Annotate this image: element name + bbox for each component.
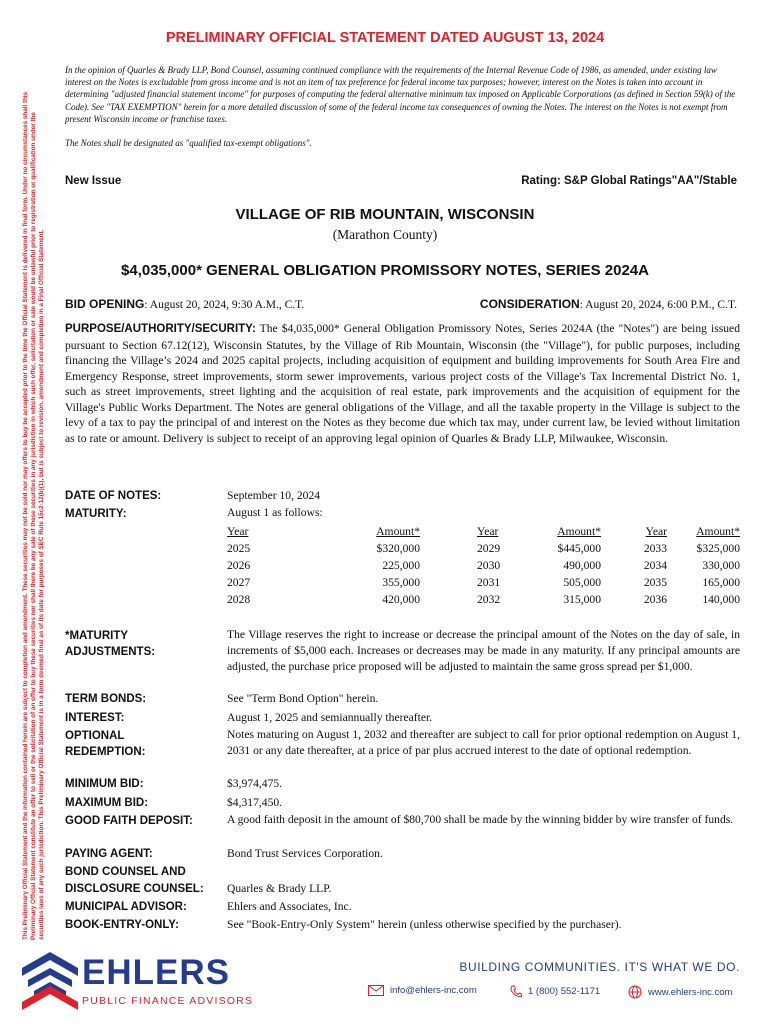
maturity-amount: $445,000 (557, 542, 601, 555)
maturity-amount: 355,000 (382, 576, 420, 589)
maturity-amount: 490,000 (563, 559, 601, 572)
ehlers-subtitle: PUBLIC FINANCE ADVISORS (82, 995, 254, 1007)
maturity-amount: $320,000 (376, 542, 420, 555)
phone-icon (510, 985, 522, 998)
maturity-amount: $325,000 (696, 542, 740, 555)
term-bonds-value: See "Term Bond Option" herein. (227, 692, 379, 705)
maturity-amount: 505,000 (563, 576, 601, 589)
consideration-label: CONSIDERATION (479, 297, 580, 311)
maturity-year: 2033 (643, 542, 667, 555)
maturity-amount: 330,000 (702, 559, 740, 572)
consideration (480, 297, 737, 311)
maturity-year: 2026 (227, 559, 251, 572)
globe-icon (628, 985, 642, 999)
paying-agent-label: PAYING AGENT: (65, 848, 153, 860)
new-issue-label: New Issue (65, 175, 122, 187)
maturity-adjustments-label-line1: *MATURITY (65, 630, 129, 642)
county-name: (Marathon County) (332, 227, 438, 242)
preliminary-banner: PRELIMINARY OFFICIAL STATEMENT DATED AUGUST 13, 2024 (165, 30, 605, 46)
bond-counsel-label-line1: BOND COUNSEL AND (65, 866, 186, 878)
email-contact[interactable] (368, 985, 477, 996)
amount-header: Amount* (696, 525, 740, 538)
maturity-year: 2028 (227, 593, 251, 606)
year-header: Year (645, 525, 667, 538)
consideration-value: : August 20, 2024, 6:00 P.M., C.T. (579, 299, 737, 311)
purpose-text: The $4,035,000* General Obligation Promissory Notes, Series 2024A (the "Notes") are being issued pursuant to Section 67.12(12), Wisconsin Statutes, by the Village of Rib Mountain, Wisconsin (the "Village"), for public purposes, including financing the Village’s 2024 and 2025 capital projects, including acquisition of equipment and building improvements for South Area Fire and Emergency Response, street improvements, storm sewer improvements, various project costs of the Village's Tax Incremental District No. 1, such as street improvements, street lighting and the acquisition of real estate, park improvements and the acquisition of equipment for the Village's Public Works Department. The Notes are general obligations of the Village, and all the taxable property in the Village is subject to the levy of a tax to pay the principal of and interest on the Notes as they become due which tax may, under current law, be levied without limitation as to rate or amount. Delivery is subject to receipt of an approving legal opinion of Quarles & Brady LLP, Milwaukee, Wisconsin. (65, 322, 740, 445)
table-row (227, 540, 740, 557)
maturity-amount: 315,000 (563, 593, 601, 606)
table-row (227, 591, 740, 608)
optional-redemption-label-line2: REDEMPTION: (65, 746, 146, 758)
good-faith-deposit-value: A good faith deposit in the amount of $80,700 shall be made by the winning bidder by wire transfer of funds. (227, 813, 734, 826)
table-row (227, 574, 740, 591)
maturity-year: 2031 (477, 576, 501, 589)
issue-title: $4,035,000* GENERAL OBLIGATION PROMISSORY NOTES, SERIES 2024A (121, 262, 649, 279)
maturity-label: MATURITY: (65, 508, 127, 520)
minimum-bid-label: MINIMUM BID: (65, 778, 144, 790)
tagline: BUILDING COMMUNITIES. IT'S WHAT WE DO. (459, 960, 740, 974)
amount-header: Amount* (376, 525, 420, 538)
bid-opening-value: : August 20, 2024, 9:30 A.M., C.T. (144, 299, 305, 311)
maturity-year: 2029 (477, 542, 501, 555)
purpose-paragraph (65, 321, 740, 446)
interest-label: INTEREST: (65, 712, 125, 724)
rating-label: Rating: S&P Global Ratings"AA"/Stable (521, 175, 737, 187)
optional-redemption-label (65, 728, 146, 760)
email-link[interactable]: info@ehlers-inc.com (390, 985, 477, 996)
optional-redemption-value: Notes maturing on August 1, 2032 and thereafter are subject to call for prior optional redemption on August 1, 2031 or any date thereafter, at a price of par plus accrued interest to the date of optional redemption. (227, 728, 740, 757)
year-header: Year (227, 525, 249, 538)
maturity-year: 2036 (643, 593, 667, 606)
tax-opinion-paragraph: In the opinion of Quarles & Brady LLP, Bond Counsel, assuming continued compliance with the requirements of the Internal Revenue Code of 1986, as amended, under existing law interest on the Notes is excludable from gross income and is not an item of tax preference for federal income tax purposes; however, interest on the Notes is taken into account in determining "adjusted financial statement income" for purposes of computing the federal alternative minimum tax imposed on Applicable Corporations (as defined in Section 59(k) of the Code). See "TAX EXEMPTION" herein for a more detailed discussion of some of the federal income tax consequences of owning the Notes. The interest on the Notes is not exempt from present Wisconsin income or franchise taxes. (65, 65, 736, 124)
book-entry-only-value: See "Book-Entry-Only System" herein (unless otherwise specified by the purchaser). (227, 918, 622, 931)
maturity-year: 2025 (227, 542, 251, 555)
designation-note: The Notes shall be designated as "qualified tax-exempt obligations". (65, 138, 312, 148)
minimum-bid-value: $3,974,475. (227, 777, 283, 790)
maturity-amount: 420,000 (382, 593, 420, 606)
interest-value: August 1, 2025 and semiannually thereafter. (227, 711, 433, 724)
term-bonds-label: TERM BONDS: (65, 693, 147, 705)
table-row (227, 557, 740, 574)
book-entry-only-label: BOOK-ENTRY-ONLY: (65, 919, 179, 931)
maturity-header-row (227, 523, 740, 540)
amount-header: Amount* (557, 525, 601, 538)
maturity-adjustments-value: The Village reserves the right to increase or decrease the principal amount of the Notes on the day of sale, in increments of $5,000 each. Increases or decreases may be made in any maturity. If any principal amounts are adjusted, the purchase price proposed will be adjusted to maintain the same gross spread per $1,000. (227, 628, 740, 673)
bond-counsel-value: Quarles & Brady LLP. (227, 882, 332, 895)
maturity-amount: 140,000 (702, 593, 740, 606)
optional-redemption-label-line1: OPTIONAL (65, 730, 125, 742)
side-legend: This Preliminary Official Statement and the information contained herein are subject to completion and amendment. These securities may not be sold nor may offers to buy be accepted prior to the time the Official Statement is delivered in final form. Under no circumstances shall this Preliminary Official Statement constitute an offer to sell or the solicitation of an offer to buy these securities nor shall there be any sale of these securities in any jurisdiction in which such offer, solicitation or sale would be unlawful prior to registration or qualification under the securities laws of any such jurisdiction. This Preliminary Official Statement is in a form deemed final as of its date for purposes of SEC Rule 15c2-12(b)(1), but is subject to revision, amendment and completion in a Final Official Statement. (22, 91, 45, 940)
municipal-advisor-value: Ehlers and Associates, Inc. (227, 900, 352, 913)
municipal-advisor-label: MUNICIPAL ADVISOR: (65, 901, 187, 913)
purpose-label: PURPOSE/AUTHORITY/SECURITY: (65, 323, 256, 335)
good-faith-deposit-label: GOOD FAITH DEPOSIT: (65, 815, 193, 827)
paying-agent-value: Bond Trust Services Corporation. (227, 847, 383, 860)
maturity-amount: 225,000 (382, 559, 420, 572)
web-contact[interactable] (628, 985, 732, 999)
envelope-icon (368, 985, 384, 996)
maturity-adjustments-label-line2: ADJUSTMENTS: (65, 646, 156, 658)
bid-opening (65, 297, 304, 311)
phone-number[interactable]: 1 (800) 552-1171 (528, 986, 601, 997)
issuer-name: VILLAGE OF RIB MOUNTAIN, WISCONSIN (235, 206, 535, 223)
maturity-value: August 1 as follows: (227, 506, 323, 519)
maturity-adjustments-label (65, 628, 155, 660)
bid-opening-label: BID OPENING (65, 297, 145, 311)
website-link[interactable]: www.ehlers-inc.com (648, 986, 733, 998)
phone-contact[interactable] (510, 985, 600, 998)
maximum-bid-label: MAXIMUM BID: (65, 797, 149, 809)
date-of-notes-value: September 10, 2024 (227, 489, 321, 502)
maximum-bid-value: $4,317,450. (227, 796, 283, 809)
maturity-year: 2030 (477, 559, 501, 572)
date-of-notes-label: DATE OF NOTES: (65, 490, 162, 502)
year-header: Year (477, 525, 499, 538)
ehlers-wordmark: EHLERS (82, 953, 230, 992)
maturity-year: 2032 (477, 593, 501, 606)
bond-counsel-label-line2: DISCLOSURE COUNSEL: (65, 883, 204, 895)
maturity-year: 2035 (643, 576, 667, 589)
maturity-year: 2027 (227, 576, 251, 589)
maturity-table (227, 523, 740, 608)
maturity-amount: 165,000 (702, 576, 740, 589)
maturity-year: 2034 (643, 559, 667, 572)
